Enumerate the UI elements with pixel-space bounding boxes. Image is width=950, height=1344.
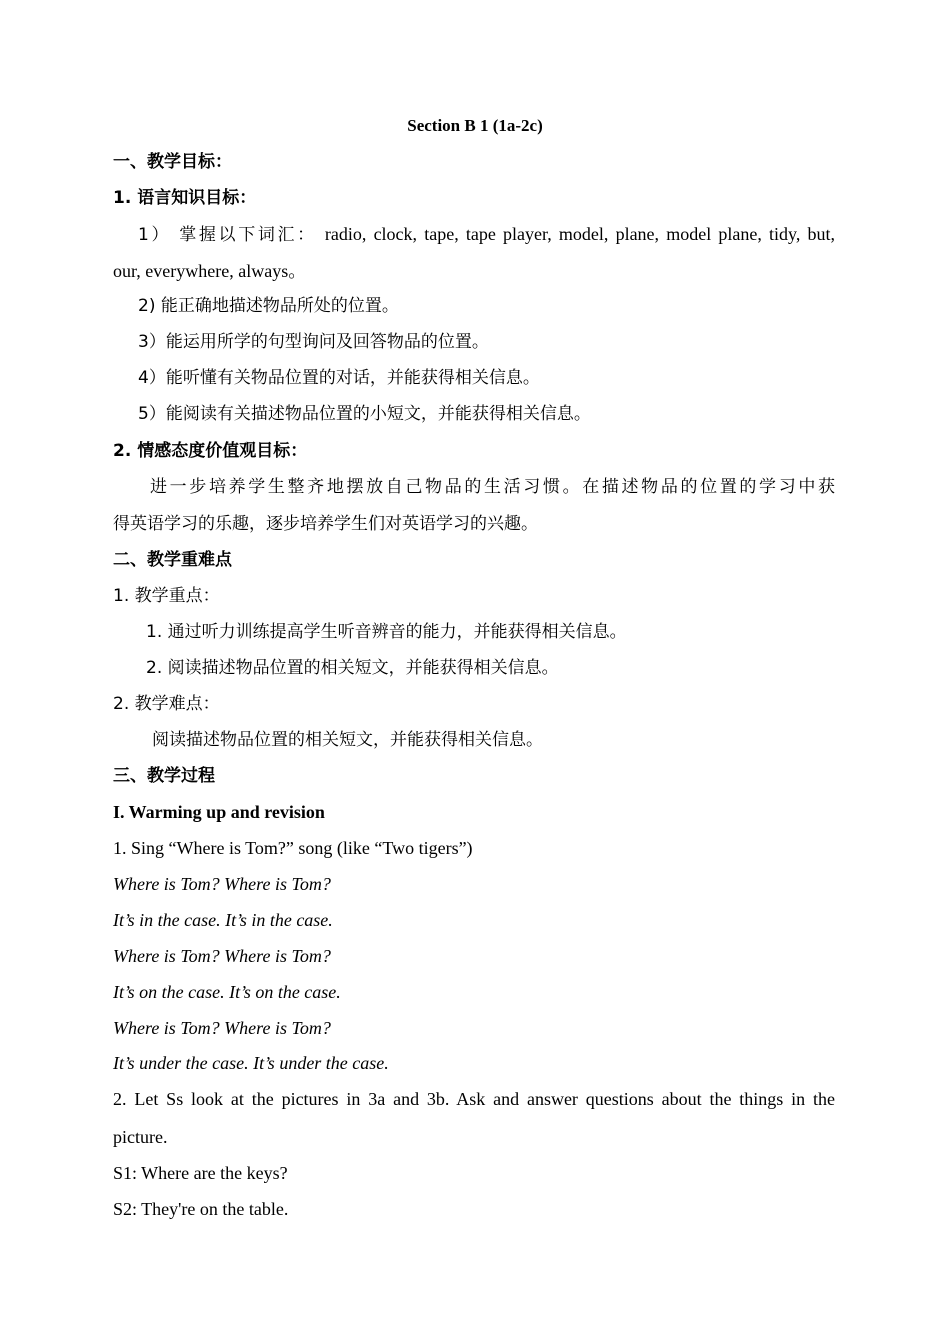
- emotional-goals-para-line2: 得英语学习的乐趣，逐步培养学生们对英语学习的兴趣。: [113, 514, 538, 534]
- song-line: Where is Tom? Where is Tom?: [113, 946, 331, 966]
- song-line: It’s in the case. It’s in the case.: [113, 910, 333, 930]
- step1-item2-line1: 2. Let Ss look at the pictures in 3a and 3b. Ask and answer questions about the things in the: [113, 1089, 835, 1109]
- subheading-language-knowledge: 1. 语言知识目标：: [113, 188, 257, 208]
- step1-item1: 1. Sing “Where is Tom?” song (like “Two tigers”): [113, 838, 473, 858]
- vocab-item-prefix: 1） 掌握以下词汇：: [138, 225, 325, 245]
- subheading-emotional-goals: 2. 情感态度价值观目标：: [113, 441, 308, 461]
- key-point-2: 2. 阅读描述物品位置的相关短文，并能获得相关信息。: [146, 658, 559, 678]
- section-heading-process: 三、教学过程: [113, 766, 215, 786]
- section-heading-key-points: 二、教学重难点: [113, 550, 232, 570]
- step1-heading: I. Warming up and revision: [113, 802, 325, 822]
- vocab-words-line1: radio, clock, tape, tape player, model, plane, model plane, tidy, but,: [324, 224, 836, 244]
- song-line: It’s on the case. It’s on the case.: [113, 982, 341, 1002]
- objective-item-2: 2) 能正确地描述物品所处的位置。: [138, 296, 399, 316]
- objective-item-3: 3）能运用所学的句型询问及回答物品的位置。: [138, 332, 489, 352]
- vocab-item-line1: [138, 223, 835, 246]
- dialogue-line: S1: Where are the keys?: [113, 1163, 288, 1183]
- key-points-heading: 1. 教学重点：: [113, 586, 220, 606]
- dialogue-line: S2: They're on the table.: [113, 1199, 289, 1219]
- section-heading-objectives: 一、教学目标：: [113, 152, 232, 172]
- emotional-goals-para-line1: 进一步培养学生整齐地摆放自己物品的生活习惯。在描述物品的位置的学习中获: [150, 477, 835, 497]
- step1-item2-line2: picture.: [113, 1127, 168, 1147]
- song-line: It’s under the case. It’s under the case.: [113, 1053, 389, 1073]
- key-point-1: 1. 通过听力训练提高学生听音辨音的能力，并能获得相关信息。: [146, 622, 627, 642]
- objective-item-5: 5）能阅读有关描述物品位置的小短文，并能获得相关信息。: [138, 404, 591, 424]
- document-title: Section B 1 (1a-2c): [407, 116, 543, 135]
- difficult-points-heading: 2. 教学难点：: [113, 694, 220, 714]
- objective-item-4: 4）能听懂有关物品位置的对话，并能获得相关信息。: [138, 368, 540, 388]
- song-line: Where is Tom? Where is Tom?: [113, 1018, 331, 1038]
- vocab-words-line2: our, everywhere, always。: [113, 261, 307, 281]
- difficult-point: 阅读描述物品位置的相关短文，并能获得相关信息。: [152, 730, 543, 750]
- song-line: Where is Tom? Where is Tom?: [113, 874, 331, 894]
